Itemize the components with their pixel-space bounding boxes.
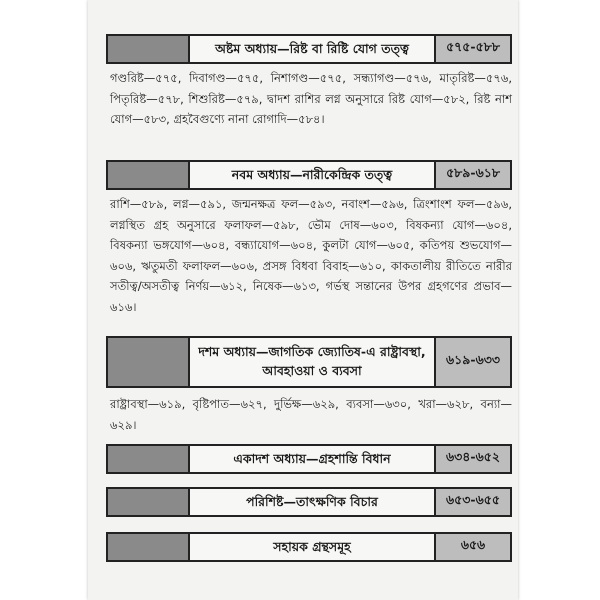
- header-shade-block: [108, 534, 190, 560]
- book-page: [88, 0, 518, 600]
- header-shade-block: [108, 36, 190, 62]
- chapter-10-contents: রাষ্ট্রাবস্থা—৬১৯, বৃষ্টিপাত—৬২৭, দুর্ভিক্ষ—৬২৯, ব্যবসা—৬৩০, খরা—৬২৮, বন্যা—৬২৯।: [110, 397, 512, 432]
- chapter-11-header: [106, 444, 512, 474]
- appendix-header: [106, 487, 512, 517]
- chapter-10-title: দশম অধ্যায়—জাগতিক জ্যোতিষ-এ রাষ্ট্রাবস্থা, আবহাওয়া ও ব্যবসা: [198, 344, 426, 378]
- bibliography-pages: ৬৫৬: [434, 534, 510, 560]
- chapter-8-pages: ৫৭৫-৫৮৮: [434, 36, 510, 62]
- chapter-8-header: [106, 34, 512, 64]
- chapter-9-pages: ৫৮৯-৬১৮: [434, 162, 510, 188]
- header-shade-block: [108, 489, 190, 515]
- chapter-11-title: একাদশ অধ্যায়—গ্রহশান্তি বিধান: [233, 450, 391, 466]
- chapter-9-header: [106, 160, 512, 190]
- chapter-8-title: অষ্টম অধ্যায়—রিষ্ট বা রিষ্টি যোগ তত্ত্ব: [215, 40, 409, 56]
- chapter-11-pages: ৬৩৪-৬৫২: [434, 446, 510, 472]
- chapter-9-contents: রাশি—৫৮৯, লগ্ন—৫৯১, জন্মনক্ষত্র ফল—৫৯৩, নবাংশ—৫৯৬, ত্রিংশাংশ ফল—৫৯৬, লগ্নস্থিত গ্রহ অনুসারে ফলাফল—৫৯৮, ভৌম দোষ—৬০৩, বিষকন্যা যোগ—৬০৪, বিষকন্যা ভঙ্গযোগ—৬০৪, বন্ধ্যাযোগ—৬০৪, কুলটা যোগ—৬০৫, কতিপয় শুভযোগ—৬০৬, ঋতুমতী ফলাফল—৬০৬, প্রসঙ্গ বিধবা বিবাহ—৬১০, কাকতালীয় রীতিতে নারীর সতীত্ব/অসতীত্ব নির্ণয়—৬১২, নিষেক—৬১৩, গর্ভস্থ সন্তানের উপর গ্রহগণের প্রভাব—৬১৬।: [110, 197, 512, 314]
- chapter-8-contents: গণ্ডরিষ্ট—৫৭৫, দিবাগণ্ড—৫৭৫, নিশাগণ্ড—৫৭৫, সন্ধ্যাগণ্ড—৫৭৬, মাতৃরিষ্ট—৫৭৬, পিতৃরিষ্ট—৫৭৮, শিশুরিষ্ট—৫৭৯, দ্বাদশ রাশির লগ্ন অনুসারে রিষ্ট যোগ—৫৮২, রিষ্ট নাশ যোগ—৫৮৩, গ্রহবৈগুণ্যে নানা রোগাদি—৫৮৪।: [110, 71, 512, 126]
- chapter-9-title: নবম অধ্যায়—নারীকেন্দ্রিক তত্ত্ব: [231, 166, 393, 182]
- appendix-title: পরিশিষ্ট—তাৎক্ষণিক বিচার: [246, 493, 378, 509]
- bibliography-header: [106, 532, 512, 562]
- appendix-pages: ৬৫৩-৬৫৫: [434, 489, 510, 515]
- bibliography-title: সহায়ক গ্রন্থসমূহ: [273, 538, 351, 554]
- header-shade-block: [108, 446, 190, 472]
- header-shade-block: [108, 162, 190, 188]
- chapter-10-pages: ৬১৯-৬৩৩: [434, 338, 510, 386]
- chapter-10-header: [106, 336, 512, 388]
- header-shade-block: [108, 338, 190, 386]
